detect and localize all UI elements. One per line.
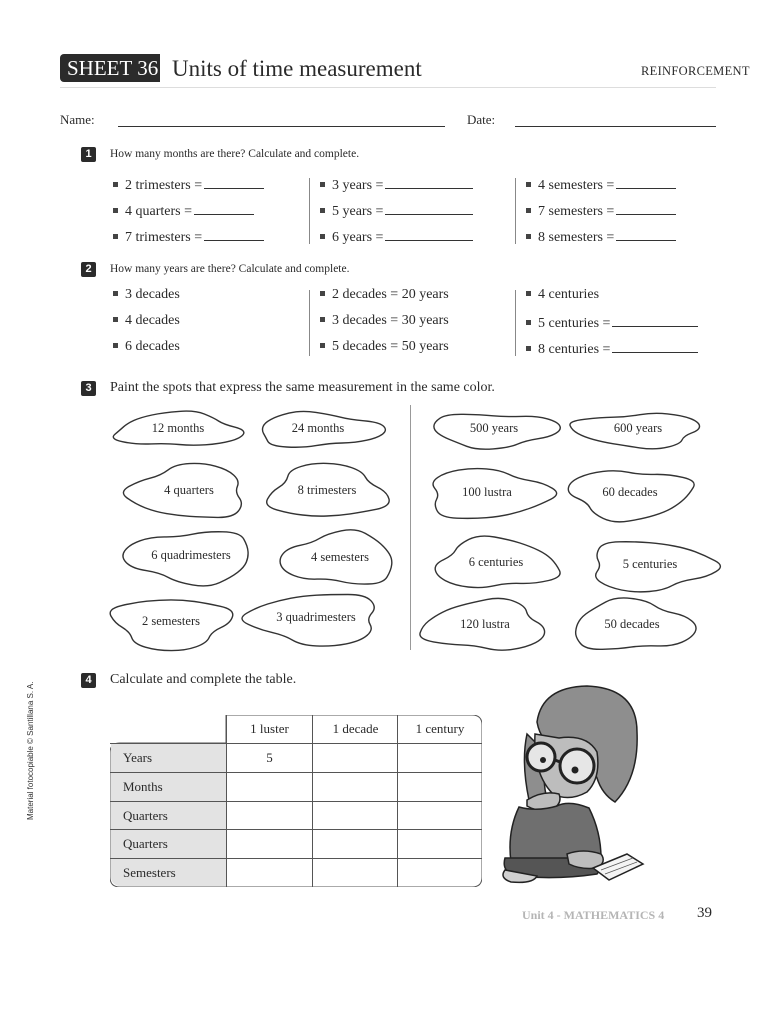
spot-label: 100 lustra: [462, 485, 512, 499]
date-field[interactable]: [515, 126, 716, 127]
row-header: Months: [123, 779, 163, 794]
list-item: 5 years =: [320, 200, 473, 226]
answer-blank[interactable]: [204, 226, 264, 241]
copyright-credit: Material fotocopiable © Santillana S. A.: [26, 681, 35, 820]
table-cell[interactable]: [227, 808, 312, 826]
table-cell[interactable]: [313, 808, 397, 826]
list-item: 6 years =: [320, 226, 473, 252]
answer-blank[interactable]: [616, 226, 676, 241]
answer-blank[interactable]: [616, 200, 676, 215]
exercise-number: 3: [81, 381, 96, 396]
spots-divider: [410, 405, 411, 650]
spot-label: 2 semesters: [142, 614, 200, 628]
name-label: Name:: [60, 112, 95, 127]
grid-line: [110, 829, 482, 830]
spot-label: 60 decades: [602, 485, 658, 499]
list-item: 4 decades: [113, 312, 180, 338]
answer-blank[interactable]: [194, 200, 254, 215]
list-item: 4 quarters =: [113, 200, 264, 226]
table-cell[interactable]: [227, 865, 312, 883]
list-item: 3 decades = 30 years: [320, 312, 449, 338]
table-cell[interactable]: [398, 865, 482, 883]
category-label: REINFORCEMENT: [641, 64, 750, 78]
list-item: 5 decades = 50 years: [320, 338, 449, 364]
row-header: Quarters: [123, 808, 168, 823]
paint-spot[interactable]: [421, 598, 549, 654]
list-item: 7 semesters =: [526, 200, 676, 226]
column-divider: [309, 178, 310, 244]
exercise1-prompt: How many months are there? Calculate and complete.: [110, 148, 360, 160]
answer-blank[interactable]: [612, 312, 698, 327]
exercise4-prompt: Calculate and complete the table.: [110, 672, 297, 687]
paint-spot[interactable]: [432, 536, 560, 592]
list-item: 8 centuries =: [526, 338, 698, 364]
column-header: 1 decade: [332, 721, 379, 736]
exercise-number: 1: [81, 147, 96, 162]
grid-line: [110, 858, 482, 859]
exercise-number: 4: [81, 673, 96, 688]
footer-unit: Unit 4 - MATHEMATICS 4: [522, 908, 665, 922]
sheet-badge: SHEET 36: [60, 54, 160, 82]
exercise-number: 2: [81, 262, 96, 277]
grid-line: [110, 772, 482, 773]
spot-label: 500 years: [469, 421, 519, 435]
paint-spot[interactable]: [252, 410, 384, 450]
paint-spot[interactable]: [427, 410, 561, 450]
page-title: Units of time measurement: [172, 56, 422, 81]
list-item: 2 trimesters =: [113, 174, 264, 200]
header-divider: [60, 87, 716, 88]
spot-label: 12 months: [151, 421, 205, 435]
list-item: 3 decades: [113, 286, 180, 312]
spot-label: 120 lustra: [460, 617, 510, 631]
row-header: Semesters: [123, 865, 176, 880]
exercise2-col1: [113, 286, 180, 364]
table-cell[interactable]: [398, 836, 482, 854]
spot-label: 4 quarters: [164, 483, 214, 497]
paint-spot[interactable]: [566, 466, 694, 522]
table-cell[interactable]: [398, 779, 482, 797]
paint-spot[interactable]: [585, 538, 715, 594]
row-header: Quarters: [123, 836, 168, 851]
name-field[interactable]: [118, 126, 445, 127]
table-cell[interactable]: [313, 865, 397, 883]
column-header: 1 luster: [250, 721, 289, 736]
paint-spot[interactable]: [568, 598, 696, 654]
list-item: 8 semesters =: [526, 226, 676, 252]
date-label: Date:: [467, 112, 496, 127]
conversion-table: [110, 715, 482, 887]
spot-label: 50 decades: [604, 617, 660, 631]
column-divider: [515, 290, 516, 356]
list-item: 4 semesters =: [526, 174, 676, 200]
paint-spot[interactable]: [124, 528, 258, 586]
list-item: 2 decades = 20 years: [320, 286, 449, 312]
column-divider: [515, 178, 516, 244]
answer-blank[interactable]: [385, 200, 473, 215]
exercise1-col1: [113, 174, 264, 252]
paint-spot[interactable]: [571, 410, 705, 450]
table-cell[interactable]: [313, 750, 397, 768]
spot-label: 6 quadrimesters: [151, 548, 231, 562]
paint-spot[interactable]: [266, 462, 388, 522]
paint-spot[interactable]: [248, 590, 384, 648]
table-cell[interactable]: 5: [266, 750, 273, 765]
row-header: Years: [123, 750, 153, 765]
answer-blank[interactable]: [385, 226, 473, 241]
column-divider: [309, 290, 310, 356]
paint-spot[interactable]: [280, 530, 400, 588]
answer-blank[interactable]: [385, 174, 473, 189]
paint-spot[interactable]: [112, 410, 244, 450]
paint-spot[interactable]: [423, 466, 551, 522]
table-cell[interactable]: [313, 779, 397, 797]
list-item: 5 centuries =: [526, 312, 698, 338]
spot-label: 3 quadrimesters: [276, 610, 356, 624]
exercise1-col2: [320, 174, 473, 252]
table-cell[interactable]: [313, 836, 397, 854]
list-item: 4 centuries: [526, 286, 698, 312]
exercise2-prompt: How many years are there? Calculate and complete.: [110, 263, 350, 275]
column-header: 1 century: [415, 721, 465, 736]
grid-line: [110, 801, 482, 802]
exercise1-col3: [526, 174, 676, 252]
spot-label: 5 centuries: [622, 557, 678, 571]
exercise3-prompt: Paint the spots that express the same measurement in the same color.: [110, 380, 495, 395]
spot-label: 600 years: [613, 421, 663, 435]
table-cell[interactable]: [398, 750, 482, 768]
grid-line: [110, 743, 482, 744]
page-number: 39: [697, 905, 712, 921]
spot-label: 4 semesters: [311, 550, 369, 564]
spot-label: 24 months: [291, 421, 345, 435]
paint-spot[interactable]: [110, 594, 232, 652]
answer-blank[interactable]: [204, 174, 264, 189]
table-cell[interactable]: [398, 808, 482, 826]
paint-spot[interactable]: [128, 462, 250, 522]
girl-illustration: [497, 682, 647, 888]
spot-label: 6 centuries: [468, 555, 524, 569]
answer-blank[interactable]: [612, 338, 698, 353]
list-item: 7 trimesters =: [113, 226, 264, 252]
table-cell[interactable]: [227, 779, 312, 797]
answer-blank[interactable]: [616, 174, 676, 189]
list-item: 3 years =: [320, 174, 473, 200]
exercise2-col3: [526, 286, 698, 364]
exercise2-col2: [320, 286, 449, 364]
spot-label: 8 trimesters: [297, 483, 357, 497]
table-cell[interactable]: [227, 836, 312, 854]
list-item: 6 decades: [113, 338, 180, 364]
